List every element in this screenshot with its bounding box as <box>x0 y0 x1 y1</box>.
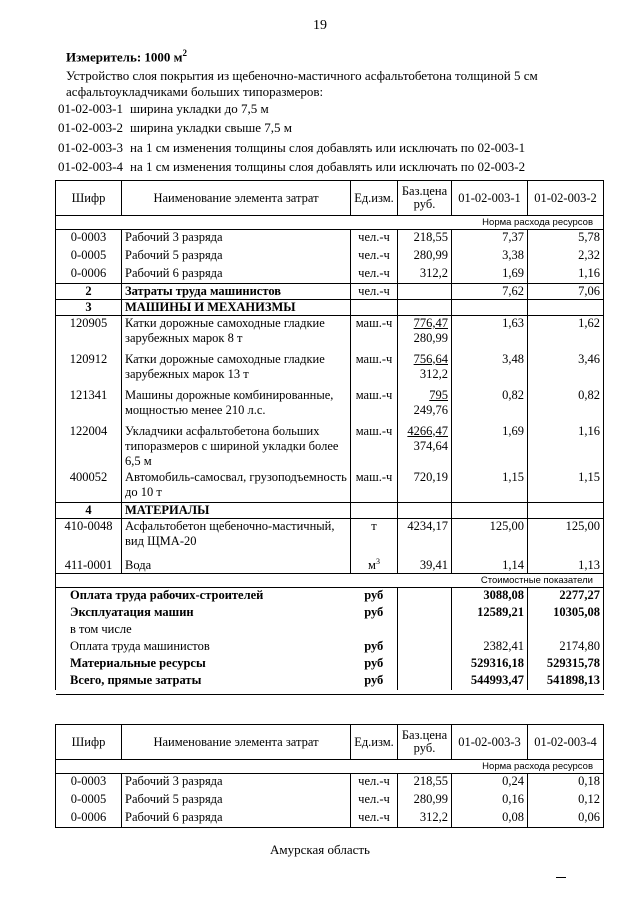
price-value: 312,2 <box>419 809 448 824</box>
measure-sup: 2 <box>182 48 188 58</box>
name-cell: Машины дорожные комбинированные, мощностью менее 210 л.с. <box>122 388 351 424</box>
price-cell <box>398 284 452 300</box>
value-cell: 125,00 <box>452 519 528 552</box>
price-value: 720,19 <box>413 469 448 484</box>
code-cell: 122004 <box>56 424 122 470</box>
resource-table-thickness <box>55 724 604 828</box>
value-cell: 0,08 <box>452 810 528 828</box>
work-description: Устройство слоя покрытия из щебеночно-мастичного асфальтобетона толщиной 5 см асфальтоукладчиками больших типоразмеров: <box>66 68 538 99</box>
value-cell: 7,06 <box>528 284 604 300</box>
unit-text: маш.-ч <box>355 387 393 402</box>
price-cell <box>398 774 452 792</box>
total-name: Материальные ресурсы <box>56 656 351 673</box>
empty-cell <box>398 503 452 519</box>
unit-text: т <box>371 519 377 533</box>
unit-text: чел.-ч <box>358 809 390 824</box>
table-row <box>56 352 604 388</box>
norm-row <box>56 760 604 774</box>
value-cell: 7,37 <box>452 230 528 248</box>
total-name: Эксплуатация машин <box>56 605 351 622</box>
value-cell: 1,13 <box>528 552 604 574</box>
measure-text: Измеритель: 1000 м <box>66 49 183 65</box>
value-cell: 5,78 <box>528 230 604 248</box>
total-row <box>56 639 604 656</box>
empty-cell <box>452 300 528 316</box>
price-cell <box>398 810 452 828</box>
variant-text: ширина укладки до 7,5 м <box>130 101 269 116</box>
table-row <box>56 519 604 552</box>
value-cell: 0,16 <box>452 792 528 810</box>
unit-cell <box>351 230 398 248</box>
total-unit: руб <box>364 638 384 653</box>
code-cell: 121341 <box>56 388 122 424</box>
total-value: 529316,18 <box>452 656 528 673</box>
empty-cell <box>398 656 452 673</box>
code-cell: 0-0005 <box>56 248 122 266</box>
variant-text: на 1 см изменения толщины слоя добавлять или исключать по 02-003-1 <box>130 139 526 155</box>
norm-label: Норма расхода ресурсов <box>56 760 604 774</box>
unit-text: маш.-ч <box>355 316 393 330</box>
col-header: Ед.изм. <box>351 181 398 216</box>
price-value: 280,99 <box>413 791 448 806</box>
value-cell: 2,32 <box>528 248 604 266</box>
variant-text: на 1 см изменения толщины слоя добавлять или исключать по 02-003-2 <box>130 158 526 174</box>
unit-text: маш.-ч <box>355 351 393 366</box>
value-cell: 3,48 <box>452 352 528 388</box>
variant-code: 01-02-003-2 <box>58 120 123 136</box>
code-cell: 0-0005 <box>56 792 122 810</box>
value-cell: 0,06 <box>528 810 604 828</box>
empty-cell <box>351 503 398 519</box>
price-labor-value: 312,2 <box>419 366 448 381</box>
value-cell: 125,00 <box>528 519 604 552</box>
total-value: 2174,80 <box>528 639 604 656</box>
total-value <box>528 622 604 639</box>
empty-cell <box>398 588 452 605</box>
unit-cell <box>351 424 398 470</box>
total-row <box>56 605 604 622</box>
col-header: 01-02-003-3 <box>452 725 528 760</box>
value-cell: 1,69 <box>452 424 528 470</box>
price-cell <box>398 519 452 552</box>
code-cell: 410-0048 <box>56 519 122 552</box>
code-cell: 411-0001 <box>56 552 122 574</box>
price-value: 756,64 <box>413 351 448 366</box>
col-header: 01-02-003-2 <box>528 181 604 216</box>
value-cell: 1,62 <box>528 316 604 352</box>
col-header: Баз.цена руб. <box>398 181 452 216</box>
unit-sup: 3 <box>375 556 380 566</box>
table-header <box>56 725 604 760</box>
name-cell: Автомобиль-самосвал, грузоподъемность до 10 т <box>122 470 351 503</box>
value-cell: 1,63 <box>452 316 528 352</box>
price-labor-value: 280,99 <box>413 331 448 345</box>
variant-item <box>58 157 525 176</box>
total-row <box>56 673 604 690</box>
code-cell: 400052 <box>56 470 122 503</box>
variant-code: 01-02-003-1 <box>58 101 123 116</box>
unit-text: чел.-ч <box>358 791 390 806</box>
unit-cell <box>351 552 398 574</box>
unit-cell <box>351 470 398 503</box>
table-row <box>56 552 604 574</box>
table-row <box>56 424 604 470</box>
price-value: 4234,17 <box>407 519 448 533</box>
name-cell: Рабочий 3 разряда <box>122 774 351 792</box>
unit-cell <box>351 248 398 266</box>
price-value: 218,55 <box>413 774 448 788</box>
total-name: Оплата труда машинистов <box>56 639 351 656</box>
name-cell: Рабочий 5 разряда <box>122 248 351 266</box>
table-bottom-border <box>56 690 604 695</box>
unit-text: м <box>368 558 376 572</box>
empty-cell <box>452 503 528 519</box>
value-cell: 3,46 <box>528 352 604 388</box>
price-value: 280,99 <box>413 247 448 262</box>
measure-label <box>66 48 187 65</box>
table-header <box>56 181 604 216</box>
total-value: 12589,21 <box>452 605 528 622</box>
price-cell <box>398 266 452 284</box>
empty-cell <box>351 300 398 316</box>
code-cell: 0-0006 <box>56 266 122 284</box>
name-cell: Рабочий 5 разряда <box>122 792 351 810</box>
table-row <box>56 316 604 352</box>
price-labor-value: 249,76 <box>413 402 448 417</box>
variant-list <box>58 99 525 176</box>
empty-cell <box>398 622 452 639</box>
value-cell: 0,12 <box>528 792 604 810</box>
variant-item <box>58 99 525 118</box>
value-cell: 1,14 <box>452 552 528 574</box>
variant-item <box>58 118 525 137</box>
col-header: Шифр <box>56 181 122 216</box>
price-value: 4266,47 <box>407 423 448 438</box>
cost-label: Стоимостные показатели <box>56 574 604 588</box>
col-header: Шифр <box>56 725 122 760</box>
section-code: 4 <box>56 503 122 519</box>
total-value <box>452 622 528 639</box>
value-cell: 0,18 <box>528 774 604 792</box>
code-cell: 0-0003 <box>56 230 122 248</box>
unit-text: чел.-ч <box>358 774 390 788</box>
unit-text: маш.-ч <box>355 423 393 438</box>
unit-cell <box>351 266 398 284</box>
table-row <box>56 230 604 248</box>
name-cell: Катки дорожные самоходные гладкие зарубежных марок 8 т <box>122 316 351 352</box>
col-header: 01-02-003-4 <box>528 725 604 760</box>
region-footer: Амурская область <box>270 842 370 857</box>
unit-cell <box>351 792 398 810</box>
price-value: 312,2 <box>419 265 448 280</box>
unit-text: чел.-ч <box>358 247 390 262</box>
value-cell: 0,24 <box>452 774 528 792</box>
value-cell: 1,16 <box>528 266 604 284</box>
total-name: Оплата труда рабочих-строителей <box>56 588 351 605</box>
total-row <box>56 656 604 673</box>
corner-mark <box>556 877 566 878</box>
total-name: Всего, прямые затраты <box>56 673 351 690</box>
unit-cell <box>351 810 398 828</box>
empty-cell <box>528 503 604 519</box>
total-row <box>56 588 604 605</box>
value-cell: 1,69 <box>452 266 528 284</box>
value-cell: 1,15 <box>452 470 528 503</box>
empty-cell <box>398 605 452 622</box>
total-name: в том числе <box>56 622 351 639</box>
unit-text: маш.-ч <box>355 469 393 484</box>
empty-cell <box>398 673 452 690</box>
price-cell <box>398 792 452 810</box>
price-labor-value: 374,64 <box>413 438 448 453</box>
total-value: 544993,47 <box>452 673 528 690</box>
section-row <box>56 503 604 519</box>
price-value: 218,55 <box>413 230 448 244</box>
total-row <box>56 622 604 639</box>
unit-cell <box>351 316 398 352</box>
unit-text: чел.-ч <box>358 230 390 244</box>
name-cell: Асфальтобетон щебеночно-мастичный, вид ЩМА-20 <box>122 519 351 552</box>
total-unit: руб <box>364 655 384 670</box>
col-header: Наименование элемента затрат <box>122 725 351 760</box>
table-row <box>56 774 604 792</box>
total-value: 10305,08 <box>528 605 604 622</box>
price-cell <box>398 552 452 574</box>
table-row <box>56 266 604 284</box>
norm-label: Норма расхода ресурсов <box>56 216 604 230</box>
total-value: 541898,13 <box>528 673 604 690</box>
bottom-line <box>56 690 604 695</box>
section-row <box>56 300 604 316</box>
col-header: Ед.изм. <box>351 725 398 760</box>
variant-code: 01-02-003-4 <box>58 158 123 174</box>
section-code: 2 <box>56 284 122 300</box>
unit-text: чел.-ч <box>358 265 390 280</box>
name-cell: Рабочий 3 разряда <box>122 230 351 248</box>
value-cell: 1,15 <box>528 470 604 503</box>
col-header: Наименование элемента затрат <box>122 181 351 216</box>
code-cell: 120912 <box>56 352 122 388</box>
total-unit <box>351 622 398 639</box>
code-cell: 120905 <box>56 316 122 352</box>
table-row <box>56 470 604 503</box>
variant-item <box>58 138 525 157</box>
price-value: 776,47 <box>413 316 448 330</box>
unit-cell <box>351 388 398 424</box>
value-cell: 0,82 <box>528 388 604 424</box>
value-cell: 1,16 <box>528 424 604 470</box>
resource-table-main <box>55 180 604 695</box>
total-value: 3088,08 <box>452 588 528 605</box>
section-row <box>56 284 604 300</box>
table-row <box>56 248 604 266</box>
unit-cell <box>351 774 398 792</box>
total-unit: руб <box>364 604 384 619</box>
table-row <box>56 810 604 828</box>
name-cell: Рабочий 6 разряда <box>122 810 351 828</box>
variant-code: 01-02-003-3 <box>58 139 123 155</box>
empty-cell <box>398 639 452 656</box>
section-name: МАТЕРИАЛЫ <box>122 503 351 519</box>
section-name: Затраты труда машинистов <box>122 284 351 300</box>
section-name: МАШИНЫ И МЕХАНИЗМЫ <box>122 300 351 316</box>
price-cell <box>398 424 452 470</box>
page-number: 19 <box>313 18 327 33</box>
empty-cell <box>528 300 604 316</box>
variant-text: ширина укладки свыше 7,5 м <box>130 120 293 136</box>
price-value: 39,41 <box>419 558 448 572</box>
price-cell <box>398 230 452 248</box>
section-code: 3 <box>56 300 122 316</box>
empty-cell <box>398 300 452 316</box>
table-row <box>56 388 604 424</box>
value-cell: 0,82 <box>452 388 528 424</box>
price-cell <box>398 316 452 352</box>
price-value: 795 <box>429 387 448 402</box>
value-cell: 7,62 <box>452 284 528 300</box>
price-cell <box>398 470 452 503</box>
unit-cell <box>351 519 398 552</box>
cost-label-row <box>56 574 604 588</box>
price-cell <box>398 388 452 424</box>
table-row <box>56 792 604 810</box>
col-header: 01-02-003-1 <box>452 181 528 216</box>
price-cell <box>398 352 452 388</box>
total-unit: руб <box>364 672 384 687</box>
total-unit: руб <box>364 588 384 602</box>
name-cell: Укладчики асфальтобетона больших типоразмеров с шириной укладки более 6,5 м <box>122 424 351 470</box>
value-cell: 3,38 <box>452 248 528 266</box>
total-value: 2382,41 <box>452 639 528 656</box>
unit-cell: чел.-ч <box>351 284 398 300</box>
norm-row <box>56 216 604 230</box>
col-header: Баз.цена руб. <box>398 725 452 760</box>
code-cell: 0-0006 <box>56 810 122 828</box>
total-value: 529315,78 <box>528 656 604 673</box>
name-cell: Вода <box>122 552 351 574</box>
name-cell: Рабочий 6 разряда <box>122 266 351 284</box>
code-cell: 0-0003 <box>56 774 122 792</box>
total-value: 2277,27 <box>528 588 604 605</box>
price-cell <box>398 248 452 266</box>
name-cell: Катки дорожные самоходные гладкие зарубежных марок 13 т <box>122 352 351 388</box>
unit-cell <box>351 352 398 388</box>
